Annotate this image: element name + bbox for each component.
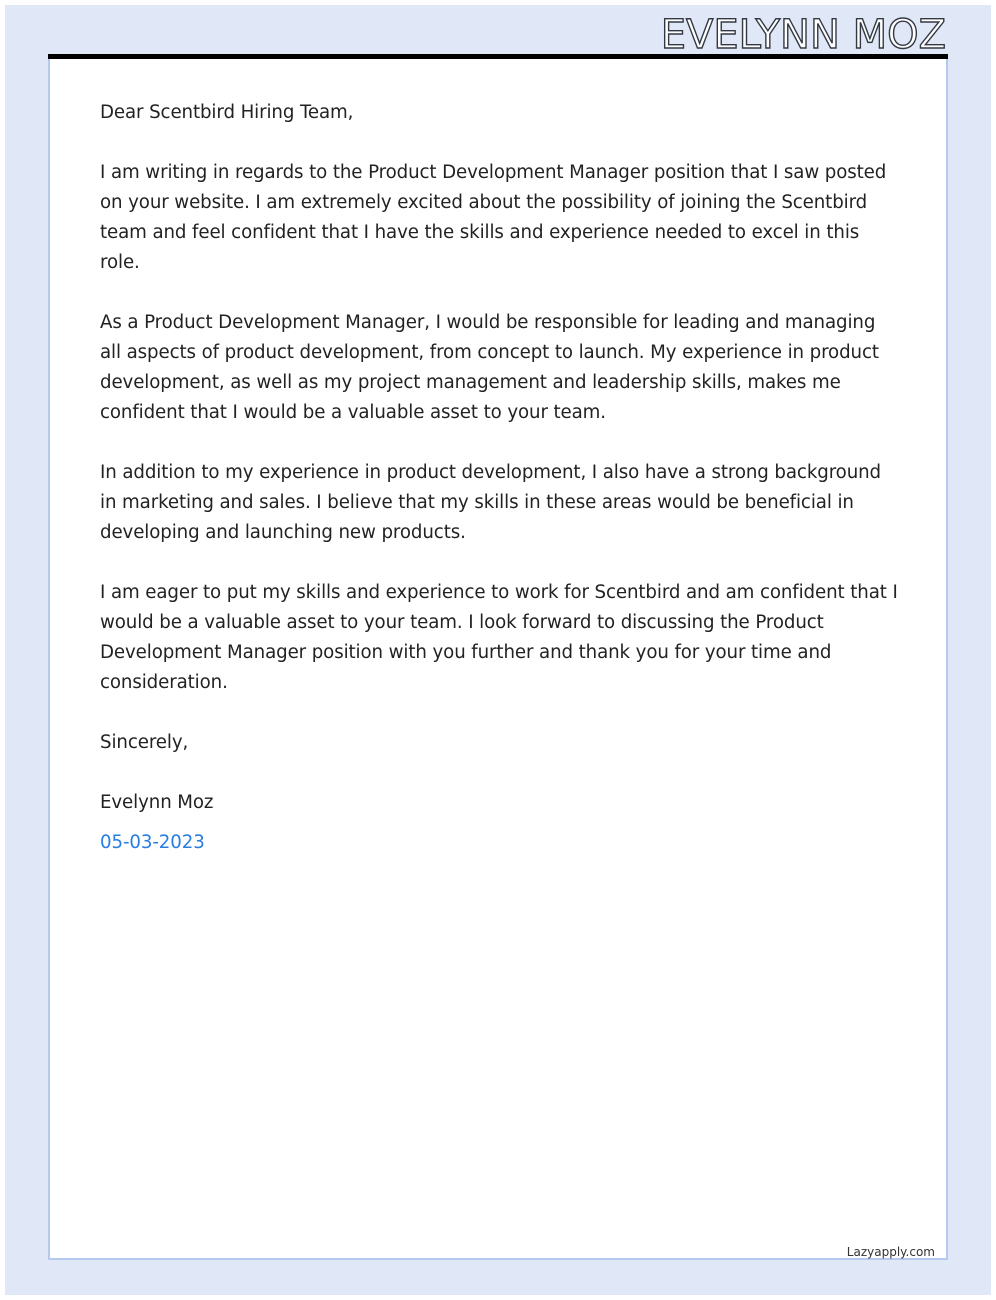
letter-paragraph: As a Product Development Manager, I would be responsible for leading and managing all aspects of product development, from concept to launch. My experience in product development, as well as my project management and leadership skills, makes me confident that I would be a valuable asset to your team. [100, 312, 879, 423]
footer-brand-link[interactable]: Lazyapply.com [846, 1245, 935, 1259]
letter-paragraph: I am eager to put my skills and experience to work for Scentbird and am confident that I would be a valuable asset to your team. I look forward to discussing the Product Development Manager position with you further and thank you for your time and consideration. [100, 582, 898, 693]
salutation: Dear Scentbird Hiring Team, [100, 102, 354, 123]
closing: Sincerely, [100, 732, 189, 753]
letter-paragraph: In addition to my experience in product development, I also have a strong background in marketing and sales. I believe that my skills in these areas would be beneficial in developing and launching new products. [100, 462, 881, 543]
letter-date: 05-03-2023 [100, 832, 205, 853]
letter-paragraph: I am writing in regards to the Product Development Manager position that I saw posted on your website. I am extremely excited about the possibility of joining the Scentbird team and feel confident that I have the skills and experience needed to excel in this role. [100, 162, 887, 273]
signature-name: Evelynn Moz [100, 792, 214, 813]
applicant-name-heading: EVELYNN MOZ [660, 12, 946, 58]
cover-letter-body [100, 98, 900, 858]
